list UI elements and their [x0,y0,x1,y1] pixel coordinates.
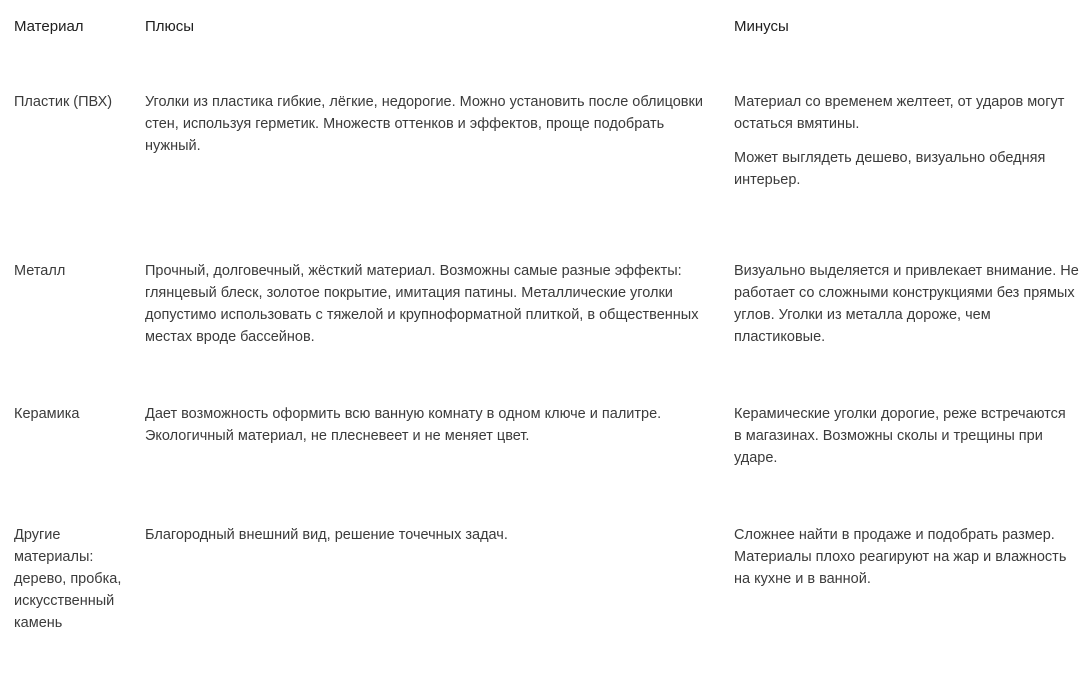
minus-cell [734,260,1079,348]
material-cell: Керамика [14,406,80,422]
minus-paragraph: Керамические уголки дорогие, реже встречаются в магазинах. Возможны сколы и трещины при ударе. [734,406,1066,466]
plus-cell: Прочный, долговечный, жёсткий материал. Возможны самые разные эффекты: глянцевый блеск, золотое покрытие, имитация патины. Металлические уголки допустимо использовать с тяжелой и крупноформатной плиткой, в общественных местах вроде бассейнов. [145,263,699,345]
minus-paragraph: Может выглядеть дешево, визуально обедняя интерьер. [734,150,1046,188]
minus-paragraph: Визуально выделяется и привлекает внимание. Не работает со сложными конструкциями без прямых углов. Уголки из металла дороже, чем пластиковые. [734,263,1079,345]
header-material: Материал [14,18,84,35]
header-plus: Плюсы [145,18,195,35]
minus-cell [734,524,1074,590]
table-header-row [0,16,1082,40]
plus-cell: Уголки из пластика гибкие, лёгкие, недорогие. Можно установить после облицовки стен, используя герметик. Множеств оттенков и эффектов, проще подобрать нужный. [145,94,703,154]
material-cell: Металл [14,263,66,279]
minus-cell [734,403,1074,469]
header-minus: Минусы [734,18,789,35]
minus-paragraph: Сложнее найти в продаже и подобрать размер. Материалы плохо реагируют на жар и влажность на кухне и в ванной. [734,527,1067,587]
material-cell: Другие материалы: дерево, пробка, искусственный камень [14,527,122,631]
minus-cell [734,91,1074,191]
minus-paragraph: Материал со временем желтеет, от ударов могут остаться вмятины. [734,94,1065,132]
plus-cell: Благородный внешний вид, решение точечных задач. [145,527,508,543]
plus-cell: Дает возможность оформить всю ванную комнату в одном ключе и палитре. Экологичный материал, не плесневеет и не меняет цвет. [145,406,662,444]
material-cell: Пластик (ПВХ) [14,94,113,110]
